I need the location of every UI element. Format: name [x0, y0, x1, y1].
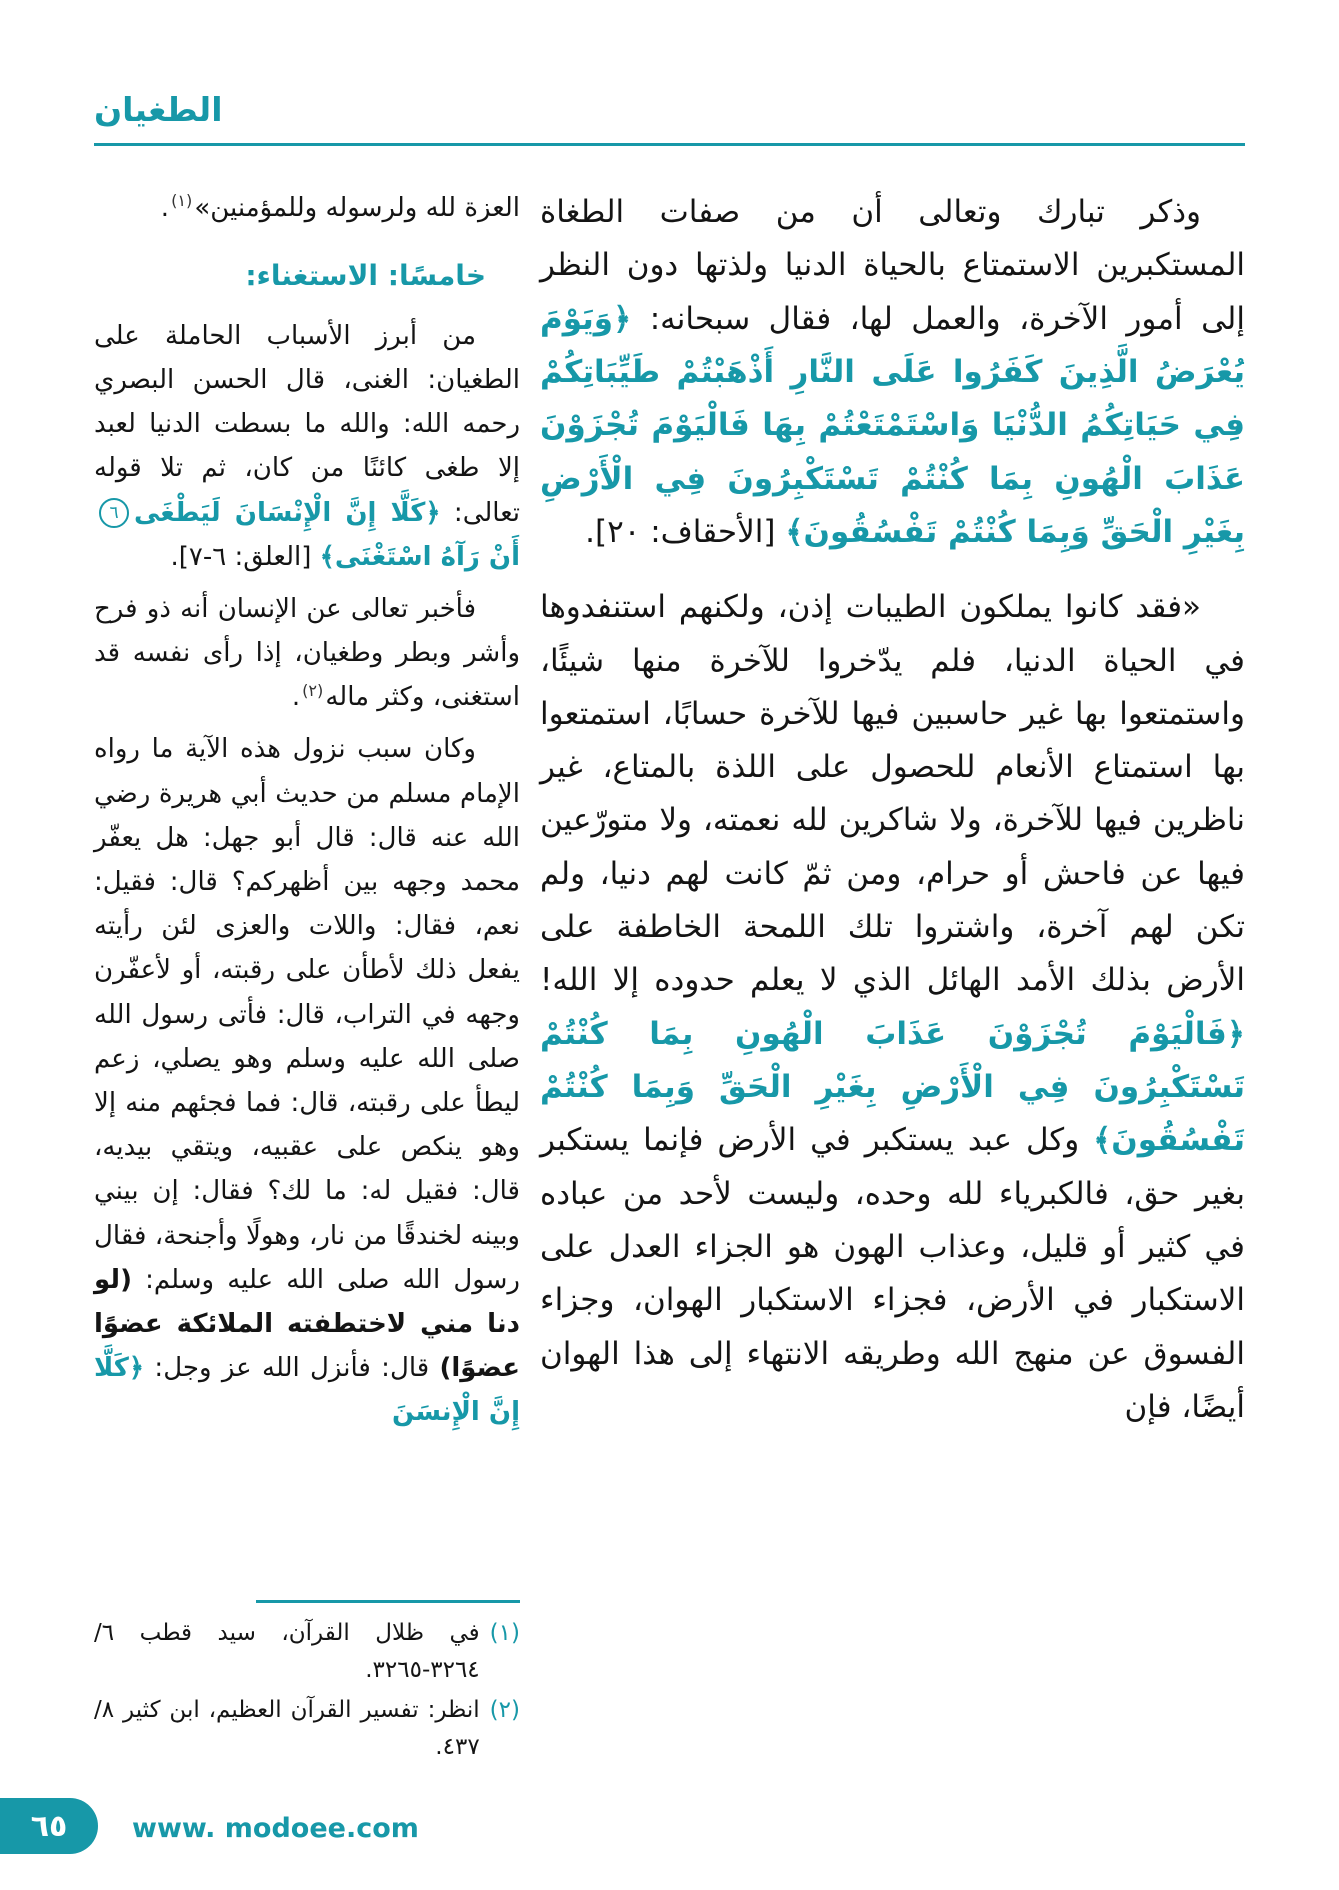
- paragraph-intro: [540, 186, 1245, 559]
- body-text: من أبرز الأسباب الحاملة على الطغيان: الغنى، قال الحسن البصري رحمه الله: والله ما بسطت الدنيا لعبد إلا طغى كائنًا من كان، ثم تلا قوله تعالى:: [94, 320, 520, 528]
- body-text: .: [291, 682, 301, 713]
- body-text: وكل عبد يستكبر في الأرض فإنما يستكبر بغير حق، فالكبرياء لله وحده، وليست لأحد من عباده في كثير أو قليل، وعذاب الهون هو الجزاء العدل على الاستكبار في الأرض، فجزاء الاستكبار الهوان، وجزاء الفسوق عن منهج الله وطريقه الانتهاء إلى هذا الهوان أيضًا، فإن: [540, 1122, 1245, 1425]
- website-text: www. modoee.com: [132, 1813, 419, 1844]
- paragraph-quote: [540, 581, 1245, 1434]
- paragraph-commentary: [94, 587, 520, 720]
- page-number-badge: [0, 1798, 98, 1854]
- footnote-separator: [256, 1600, 520, 1603]
- footnote-ref-1: (١): [171, 191, 193, 211]
- body-text: وكان سبب نزول هذه الآية ما رواه الإمام مسلم من حديث أبي هريرة رضي الله عنه قال: قال أبو جهل: هل يعفّر محمد وجهه بين أظهركم؟ قال: فقيل: نعم، فقال: واللات والعزى لئن رأيته يفعل ذلك لأطأن على رقبته، أو لأعفّرن وجهه في التراب، قال: فأتى رسول الله صلى الله عليه وسلم وهو يصلي، زعم ليطأ على رقبته، قال: فما فجئهم منه إلا وهو ينكص على عقبيه، ويتقي بيديه، قال: فقيل له: ما لك؟ فقال: إن بيني وبينه لخندقًا من نار، وهولًا وأجنحة، فقال رسول الله صلى الله عليه وسلم:: [94, 734, 520, 1295]
- body-text: «فقد كانوا يملكون الطيبات إذن، ولكنهم استنفدوها في الحياة الدنيا، فلم يدّخروا للآخرة منها شيئًا، واستمتعوا بها غير حاسبين فيها للآخرة حسابًا، استمتعوا بها استمتاع الأنعام للحصول على اللذة بالمتاع، غير ناظرين فيها للآخرة، ولا شاكرين لله نعمته، ولا متورّعين فيها عن فاحش أو حرام، ومن ثمّ كانت لهم دنيا، ولم تكن لهم آخرة، واشتروا تلك اللمحة الخاطفة على الأرض بذلك الأمد الهائل الذي لا يعلم حدوده إلا الله!: [540, 589, 1245, 999]
- quran-verse-alaq-part1: ﴿كَلَّا إِنَّ الْإِنْسَانَ لَيَطْغَى: [134, 497, 441, 528]
- page-number: ٦٥: [30, 1808, 68, 1844]
- quran-verse-alaq-opening: ﴿كَلَّا إِنَّ الْإِنسَنَ: [94, 1353, 520, 1428]
- page-content: [94, 186, 1245, 1770]
- footnote-ref-2: (٢): [302, 680, 324, 700]
- paragraph-hasan-basri: [94, 314, 520, 579]
- footnotes: [94, 1594, 520, 1770]
- footnote-1: [94, 1615, 520, 1689]
- footnote-marker-2: (٢): [489, 1697, 520, 1724]
- verse-reference-alaq: [العلق: ٦-٧].: [170, 541, 320, 572]
- hadith-quote: (لو دنا مني لاختطفته الملائكة عضوًا عضوًا): [94, 1264, 520, 1384]
- column-right: [540, 186, 1245, 1770]
- body-text: قال: فأنزل الله عز وجل:: [144, 1353, 440, 1384]
- body-text: العزة لله ولرسوله وللمؤمنين»: [194, 193, 520, 223]
- footnote-text-2: انظر: تفسير القرآن العظيم، ابن كثير ٨/ ٤٣٧.: [94, 1697, 480, 1761]
- quran-verse-ahqaf: ﴿وَيَوْمَ يُعْرَضُ الَّذِينَ كَفَرُوا عَلَى النَّارِ أَذْهَبْتُمْ طَيِّبَاتِكُمْ فِي حَيَاتِكُمُ الدُّنْيَا وَاسْتَمْتَعْتُمْ بِهَا فَالْيَوْمَ تُجْزَوْنَ عَذَابَ الْهُونِ بِمَا كُنْتُمْ تَسْتَكْبِرُونَ فِي الْأَرْضِ بِغَيْرِ الْحَقِّ وَبِمَا كُنْتُمْ تَفْسُقُونَ﴾: [540, 300, 1245, 550]
- paragraph-hadith-abujahl: [94, 727, 520, 1434]
- footnote-marker-1: (١): [489, 1619, 520, 1646]
- body-text: وذكر تبارك وتعالى أن من صفات الطغاة المستكبرين الاستمتاع بالحياة الدنيا ولذتها دون النظر إلى أمور الآخرة، والعمل لها، فقال سبحانه:: [540, 194, 1245, 337]
- footnote-text-1: في ظلال القرآن، سيد قطب ٦/ ٣٢٦٤-٣٢٦٥.: [94, 1619, 480, 1683]
- page-header-title: الطغيان: [94, 90, 223, 129]
- ayah-number-circle: ٦: [99, 498, 129, 528]
- section-heading-istighna: خامسًا: الاستغناء:: [245, 259, 486, 293]
- header-rule: [94, 143, 1245, 146]
- footnote-2: [94, 1692, 520, 1766]
- verse-reference-ahqaf: [الأحقاف: ٢٠].: [585, 513, 786, 550]
- paragraph-continuation: [94, 186, 520, 230]
- quran-verse-alaq-part2: أَنْ رَآهُ اسْتَغْنَى﴾: [319, 541, 520, 572]
- body-text: .: [160, 193, 170, 223]
- quran-verse-ahqaf-repeat: ﴿فَالْيَوْمَ تُجْزَوْنَ عَذَابَ الْهُونِ بِمَا كُنْتُمْ تَسْتَكْبِرُونَ فِي الْأَرْضِ بِغَيْرِ الْحَقِّ وَبِمَا كُنْتُمْ تَفْسُقُونَ﴾: [540, 1015, 1245, 1159]
- column-left: [94, 186, 520, 1770]
- body-text: فأخبر تعالى عن الإنسان أنه ذو فرح وأشر وبطر وطغيان، إذا رأى نفسه قد استغنى، وكثر ماله: [94, 593, 520, 713]
